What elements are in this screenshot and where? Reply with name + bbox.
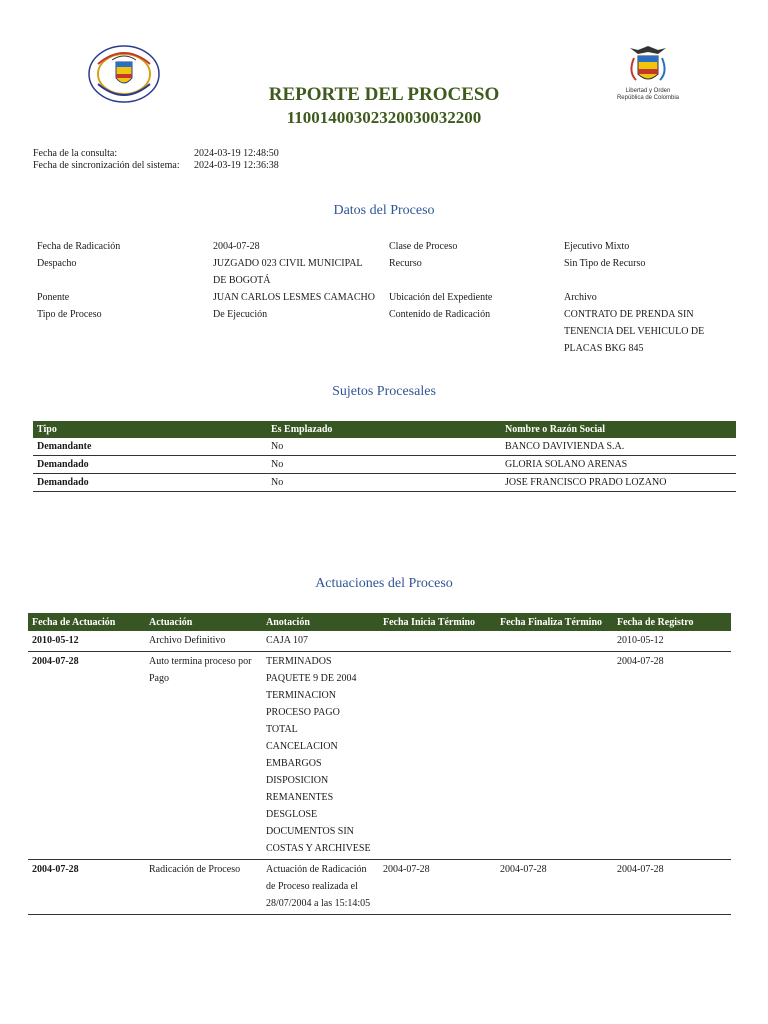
actuacion-anotacion [262, 631, 379, 652]
actuacion-fecha-finaliza: 2004-07-28 [496, 860, 613, 915]
actuacion-fecha-finaliza [496, 652, 613, 860]
actuacion-fecha-registro: 2004-07-28 [613, 652, 731, 860]
consulta-label: Fecha de la consulta: [33, 148, 118, 159]
actuacion-nombre-line: Archivo Definitivo [149, 635, 226, 646]
despacho-value [213, 255, 363, 289]
sujeto-tipo: Demandado [33, 456, 267, 474]
clase-proceso-label: Clase de Proceso [389, 241, 458, 252]
actuacion-anotacion-line: EMBARGOS [266, 758, 322, 769]
sujeto-emplazado: No [267, 474, 501, 492]
actuacion-fecha-inicia: 2004-07-28 [379, 860, 496, 915]
ponente-label: Ponente [37, 292, 70, 303]
contenido-value [564, 306, 704, 357]
actuacion-anotacion [262, 860, 379, 915]
table-row [33, 474, 736, 492]
actuacion-anotacion-line: TOTAL [266, 724, 298, 735]
consultation-meta [33, 148, 279, 172]
sujeto-tipo: Demandante [33, 438, 267, 456]
header-fecha-registro: Fecha de Registro [617, 616, 694, 628]
actuaciones-table [28, 613, 731, 915]
actuacion-anotacion-line: DISPOSICION [266, 775, 329, 786]
header-fecha-inicia: Fecha Inicia Término [383, 616, 476, 628]
header-nombre: Nombre o Razón Social [505, 424, 606, 435]
recurso-value: Sin Tipo de Recurso [564, 258, 646, 269]
actuacion-nombre-line: Auto termina proceso por [149, 656, 252, 667]
sujeto-emplazado: No [267, 456, 501, 474]
fecha-radicacion-value: 2004-07-28 [213, 241, 260, 252]
tipo-proceso-value: De Ejecución [213, 309, 268, 320]
header-fecha-actuacion: Fecha de Actuación [32, 616, 116, 628]
sync-value: 2024-03-19 12:36:38 [194, 160, 279, 171]
despacho-value-line: JUZGADO 023 CIVIL MUNICIPAL [213, 258, 363, 269]
actuacion-anotacion-line: REMANENTES [266, 792, 334, 803]
actuacion-fecha-finaliza [496, 631, 613, 652]
sujetos-header-row [33, 421, 736, 438]
table-row [28, 860, 731, 915]
report-title: REPORTE DEL PROCESO [268, 84, 500, 105]
contenido-value-line: CONTRATO DE PRENDA SIN [564, 309, 694, 320]
actuaciones-header-row [28, 613, 731, 631]
sujeto-emplazado: No [267, 438, 501, 456]
ubicacion-label: Ubicación del Expediente [389, 292, 493, 303]
sujetos-section-title: Sujetos Procesales [332, 384, 436, 399]
table-row [28, 652, 731, 860]
actuaciones-section-title: Actuaciones del Proceso [315, 576, 453, 591]
actuacion-fecha: 2004-07-28 [28, 652, 145, 860]
actuacion-anotacion-line: de Proceso realizada el [266, 881, 358, 892]
datos-section-title: Datos del Proceso [333, 203, 435, 218]
consulta-value: 2024-03-19 12:48:50 [194, 148, 279, 159]
actuacion-nombre-line: Radicación de Proceso [149, 864, 241, 875]
actuacion-nombre [145, 652, 262, 860]
sujeto-nombre: JOSE FRANCISCO PRADO LOZANO [501, 474, 736, 492]
fecha-radicacion-label: Fecha de Radicación [37, 241, 121, 252]
clase-proceso-value: Ejecutivo Mixto [564, 241, 630, 252]
ponente-value: JUAN CARLOS LESMES CAMACHO [213, 292, 375, 303]
contenido-label: Contenido de Radicación [389, 309, 491, 320]
table-row [33, 438, 736, 456]
actuacion-anotacion-line: PROCESO PAGO [266, 707, 340, 718]
actuacion-anotacion-line: 28/07/2004 a las 15:14:05 [266, 898, 371, 909]
right-logo-country: República de Colombia [616, 95, 680, 101]
actuacion-anotacion-line: COSTAS Y ARCHIVESE [266, 843, 371, 854]
right-logo-motto: Libertad y Orden [625, 88, 671, 94]
actuacion-nombre [145, 631, 262, 652]
sujeto-nombre: GLORIA SOLANO ARENAS [501, 456, 736, 474]
actuacion-fecha-registro: 2004-07-28 [613, 860, 731, 915]
actuacion-nombre-line: Pago [149, 673, 169, 684]
actuacion-anotacion-line: Actuación de Radicación [266, 864, 367, 875]
process-number: 11001400302320030032200 [286, 108, 482, 127]
actuacion-anotacion-line: CANCELACION [266, 741, 338, 752]
header-actuacion: Actuación [149, 616, 193, 628]
ubicacion-value: Archivo [564, 292, 597, 303]
actuacion-anotacion [262, 652, 379, 860]
table-row [28, 631, 731, 652]
actuacion-fecha: 2004-07-28 [28, 860, 145, 915]
sujeto-nombre: BANCO DAVIVIENDA S.A. [501, 438, 736, 456]
despacho-value-line: DE BOGOTÁ [213, 275, 271, 286]
actuacion-fecha-inicia [379, 631, 496, 652]
actuacion-anotacion-line: DESGLOSE [266, 809, 318, 820]
actuacion-anotacion-line: TERMINACION [266, 690, 336, 701]
contenido-value-line: TENENCIA DEL VEHICULO DE [564, 326, 705, 337]
sync-label: Fecha de sincronización del sistema: [33, 160, 180, 171]
table-row [33, 456, 736, 474]
recurso-label: Recurso [389, 258, 422, 269]
header-tipo: Tipo [37, 424, 57, 435]
actuacion-anotacion-line: PAQUETE 9 DE 2004 [266, 673, 357, 684]
header-anotacion: Anotación [266, 616, 310, 628]
sujetos-table [33, 421, 736, 492]
contenido-value-line: PLACAS BKG 845 [564, 343, 644, 354]
actuacion-anotacion-line: TERMINADOS [266, 656, 332, 667]
actuacion-anotacion-line: CAJA 107 [266, 635, 308, 646]
sujeto-tipo: Demandado [33, 474, 267, 492]
actuacion-nombre [145, 860, 262, 915]
actuacion-fecha-registro: 2010-05-12 [613, 631, 731, 652]
header-es-emplazado: Es Emplazado [271, 424, 333, 435]
actuacion-fecha-inicia [379, 652, 496, 860]
despacho-label: Despacho [37, 258, 77, 269]
header-fecha-finaliza: Fecha Finaliza Término [500, 616, 603, 628]
tipo-proceso-label: Tipo de Proceso [37, 309, 102, 320]
actuacion-fecha: 2010-05-12 [28, 631, 145, 652]
actuacion-anotacion-line: DOCUMENTOS SIN [266, 826, 354, 837]
